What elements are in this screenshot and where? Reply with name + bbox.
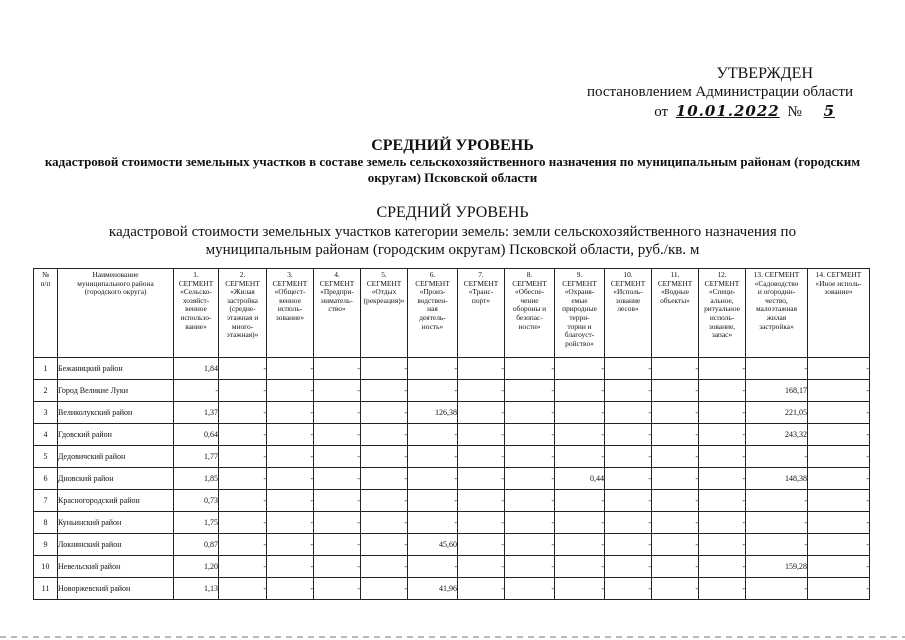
segment-value: - [605, 446, 652, 468]
segment-value: - [699, 512, 746, 534]
segment-value: - [699, 490, 746, 512]
handwritten-number: 5 [823, 102, 835, 120]
approval-title: УТВЕРЖДЕН [716, 65, 813, 82]
heading-primary: СРЕДНИЙ УРОВЕНЬ [371, 137, 534, 154]
segment-value: - [699, 424, 746, 446]
segment-value: 243,32 [746, 424, 808, 446]
segment-value: - [652, 490, 699, 512]
segment-value: - [746, 490, 808, 512]
segment-value: - [361, 512, 408, 534]
number-label: № [787, 104, 802, 120]
segment-value: - [555, 380, 605, 402]
segment-value: - [505, 358, 555, 380]
segment-value: - [746, 512, 808, 534]
segment-value: - [652, 380, 699, 402]
table-row [34, 402, 870, 424]
segment-value: - [505, 534, 555, 556]
segment-value: - [408, 490, 458, 512]
table-row [34, 556, 870, 578]
district-name: Бежаницкий район [58, 358, 174, 380]
segment-value: - [314, 402, 361, 424]
segment-value: - [808, 380, 870, 402]
segment-value: - [808, 578, 870, 600]
segment-value: - [314, 556, 361, 578]
segment-value: - [314, 490, 361, 512]
segment-value: - [219, 578, 267, 600]
segment-value: - [652, 358, 699, 380]
segment-value: 159,28 [746, 556, 808, 578]
column-header: 8. СЕГМЕНТ «Обеспе- чение обороны и безопас- ности» [505, 269, 555, 358]
segment-value: - [219, 380, 267, 402]
column-header: 13. СЕГМЕНТ «Садоводство и огородни- чество, малоэтажная жилая застройка» [746, 269, 808, 358]
segment-value: 168,17 [746, 380, 808, 402]
district-name: Невельский район [58, 556, 174, 578]
column-header: 11. СЕГМЕНТ «Водные объекты» [652, 269, 699, 358]
segment-value: - [652, 424, 699, 446]
segment-value: - [408, 512, 458, 534]
segment-value: - [219, 468, 267, 490]
segment-value: - [219, 534, 267, 556]
table-row [34, 534, 870, 556]
row-number: 9 [34, 534, 58, 556]
segment-value: - [505, 424, 555, 446]
table-row [34, 446, 870, 468]
segment-value: - [267, 534, 314, 556]
segment-value: - [652, 468, 699, 490]
segment-value: 148,38 [746, 468, 808, 490]
segment-value: - [174, 380, 219, 402]
segment-value: - [699, 358, 746, 380]
district-name: Дновский район [58, 468, 174, 490]
segment-value: - [505, 490, 555, 512]
segment-value: - [314, 534, 361, 556]
segment-value: - [408, 446, 458, 468]
column-header: 5. СЕГМЕНТ «Отдых (рекреация)» [361, 269, 408, 358]
segment-value: - [746, 534, 808, 556]
segment-value: - [746, 446, 808, 468]
district-name: Новоржевский район [58, 578, 174, 600]
segment-value: - [505, 556, 555, 578]
segment-value: - [505, 380, 555, 402]
segment-value: 0,64 [174, 424, 219, 446]
column-header: 2. СЕГМЕНТ «Жилая застройка (средне- этажная и много- этажная)» [219, 269, 267, 358]
segment-value: - [699, 380, 746, 402]
column-header: 14. СЕГМЕНТ «Иное исполь- зование» [808, 269, 870, 358]
segment-value: - [219, 446, 267, 468]
segment-value: - [699, 534, 746, 556]
segment-value: - [505, 512, 555, 534]
segment-value: - [746, 578, 808, 600]
segment-value: - [605, 578, 652, 600]
segment-value: 1,85 [174, 468, 219, 490]
segment-value: - [605, 490, 652, 512]
approval-date-line [587, 102, 853, 122]
segment-value: - [314, 424, 361, 446]
segment-value: - [219, 402, 267, 424]
table-row [34, 468, 870, 490]
segment-value: - [555, 534, 605, 556]
segment-value: - [808, 534, 870, 556]
segment-value: - [555, 446, 605, 468]
column-header: 4. СЕГМЕНТ «Предпри- ниматель- ство» [314, 269, 361, 358]
segment-value: - [458, 468, 505, 490]
segment-value: 1,37 [174, 402, 219, 424]
segment-value: 1,13 [174, 578, 219, 600]
table-row [34, 380, 870, 402]
heading-secondary-subtitle: кадастровой стоимости земельных участков категории земель: земли сельскохозяйственного назначения по муниципальным районам (городским округам) Псковской области, руб./кв. м [108, 224, 797, 258]
segment-value: 0,44 [555, 468, 605, 490]
segment-value: - [605, 468, 652, 490]
segment-value: - [555, 490, 605, 512]
segment-value: - [652, 534, 699, 556]
segment-value: - [219, 358, 267, 380]
segment-value: - [505, 446, 555, 468]
segment-value: - [458, 490, 505, 512]
scan-edge-artifact [0, 636, 905, 638]
column-header: 7. СЕГМЕНТ «Транс- порт» [458, 269, 505, 358]
segment-value: - [699, 556, 746, 578]
row-number: 4 [34, 424, 58, 446]
table-row [34, 490, 870, 512]
segment-value: - [605, 358, 652, 380]
segment-value: - [808, 424, 870, 446]
segment-value: - [219, 490, 267, 512]
segment-value: - [314, 578, 361, 600]
segment-value: - [408, 468, 458, 490]
segment-value: - [267, 578, 314, 600]
segment-value: - [605, 424, 652, 446]
row-number: 5 [34, 446, 58, 468]
segment-value: - [505, 578, 555, 600]
segment-value: - [408, 556, 458, 578]
segment-value: - [408, 358, 458, 380]
segment-value: 221,05 [746, 402, 808, 424]
approval-decree: постановлением Администрации области [586, 84, 853, 100]
segment-value: 45,60 [408, 534, 458, 556]
segment-value: - [808, 358, 870, 380]
column-header: 6. СЕГМЕНТ «Произ- водствен- ная деятель- ность» [408, 269, 458, 358]
segment-value: - [555, 512, 605, 534]
segment-value: - [314, 446, 361, 468]
table-row [34, 512, 870, 534]
segment-value: - [267, 490, 314, 512]
segment-value: - [652, 512, 699, 534]
district-name: Куньинский район [58, 512, 174, 534]
segment-value: - [555, 556, 605, 578]
segment-value: - [458, 380, 505, 402]
segment-value: - [505, 468, 555, 490]
table-header-row [34, 269, 870, 358]
segment-value: - [361, 490, 408, 512]
segment-value: - [361, 402, 408, 424]
row-number: 8 [34, 512, 58, 534]
segment-value: 1,84 [174, 358, 219, 380]
segment-value: - [314, 468, 361, 490]
row-number: 3 [34, 402, 58, 424]
column-header: 3. СЕГМЕНТ «Общест- венное исполь- зование» [267, 269, 314, 358]
heading-secondary: СРЕДНИЙ УРОВЕНЬ [376, 204, 529, 221]
segment-value: - [458, 358, 505, 380]
segment-value: - [808, 468, 870, 490]
row-number: 10 [34, 556, 58, 578]
segment-value: - [219, 512, 267, 534]
segment-value: - [699, 446, 746, 468]
segment-value: - [808, 512, 870, 534]
segment-value: - [458, 446, 505, 468]
segment-value: - [699, 402, 746, 424]
segment-value: 1,20 [174, 556, 219, 578]
segment-value: - [458, 424, 505, 446]
column-header: 9. СЕГМЕНТ «Охраня- емые природные терри- тории и благоуст- ройство» [555, 269, 605, 358]
segment-value: - [267, 380, 314, 402]
table-body [34, 358, 870, 600]
segment-value: - [652, 446, 699, 468]
segment-value: - [267, 446, 314, 468]
table-row [34, 424, 870, 446]
district-name: Локнянский район [58, 534, 174, 556]
segment-value: - [219, 424, 267, 446]
segment-value: - [219, 556, 267, 578]
segment-value: - [314, 380, 361, 402]
segment-value: - [267, 424, 314, 446]
segment-value: - [652, 578, 699, 600]
segment-value: - [605, 380, 652, 402]
segment-value: - [458, 578, 505, 600]
segment-value: - [808, 556, 870, 578]
table-row [34, 358, 870, 380]
column-header: 10. СЕГМЕНТ «Исполь- зование лесов» [605, 269, 652, 358]
segment-value: - [361, 424, 408, 446]
segment-value: - [746, 358, 808, 380]
segment-value: - [267, 358, 314, 380]
segment-value: - [699, 578, 746, 600]
cadastral-value-table [33, 268, 870, 600]
row-number: 6 [34, 468, 58, 490]
segment-value: - [605, 402, 652, 424]
district-name: Город Великие Луки [58, 380, 174, 402]
segment-value: - [314, 512, 361, 534]
approval-stamp [587, 64, 853, 122]
segment-value: - [555, 578, 605, 600]
segment-value: - [408, 424, 458, 446]
segment-value: - [652, 556, 699, 578]
segment-value: - [605, 534, 652, 556]
segment-value: - [808, 402, 870, 424]
segment-value: - [361, 556, 408, 578]
segment-value: - [408, 380, 458, 402]
segment-value: - [361, 446, 408, 468]
district-name: Дедовичский район [58, 446, 174, 468]
segment-value: - [808, 446, 870, 468]
column-header: 1. СЕГМЕНТ «Сельско- хозяйст- венное использо- вание» [174, 269, 219, 358]
segment-value: - [555, 424, 605, 446]
segment-value: - [361, 380, 408, 402]
segment-value: - [314, 358, 361, 380]
heading-primary-subtitle: кадастровой стоимости земельных участков в составе земель сельскохозяйственного назначения по муниципальным районам (городским округам) Псковской области [44, 154, 861, 185]
segment-value: - [361, 534, 408, 556]
segment-value: - [555, 358, 605, 380]
segment-value: 1,77 [174, 446, 219, 468]
segment-value: - [458, 512, 505, 534]
segment-value: - [267, 402, 314, 424]
segment-value: - [605, 512, 652, 534]
segment-value: 126,38 [408, 402, 458, 424]
segment-value: - [808, 490, 870, 512]
segment-value: - [555, 402, 605, 424]
segment-value: - [361, 468, 408, 490]
segment-value: - [605, 556, 652, 578]
segment-value: - [652, 402, 699, 424]
row-number: 11 [34, 578, 58, 600]
column-header: 12. СЕГМЕНТ «Специ- альное, ритуальное исполь- зование, запас» [699, 269, 746, 358]
segment-value: 0,87 [174, 534, 219, 556]
segment-value: - [267, 556, 314, 578]
segment-value: - [267, 512, 314, 534]
row-number: 7 [34, 490, 58, 512]
table-row [34, 578, 870, 600]
segment-value: - [458, 402, 505, 424]
column-header: № п/п [34, 269, 58, 358]
segment-value: - [361, 358, 408, 380]
segment-value: - [458, 556, 505, 578]
row-number: 2 [34, 380, 58, 402]
segment-value: - [267, 468, 314, 490]
segment-value: - [458, 534, 505, 556]
segment-value: 0,73 [174, 490, 219, 512]
district-name: Гдовский район [58, 424, 174, 446]
segment-value: - [361, 578, 408, 600]
segment-value: 1,75 [174, 512, 219, 534]
segment-value: - [505, 402, 555, 424]
segment-value: - [699, 468, 746, 490]
district-name: Красногородский район [58, 490, 174, 512]
row-number: 1 [34, 358, 58, 380]
date-prefix: от [654, 104, 669, 120]
district-name: Великолукский район [58, 402, 174, 424]
column-header: Наименование муниципального района (городского округа) [58, 269, 174, 358]
handwritten-date: 10.01.2022 [675, 102, 780, 120]
segment-value: 41,96 [408, 578, 458, 600]
